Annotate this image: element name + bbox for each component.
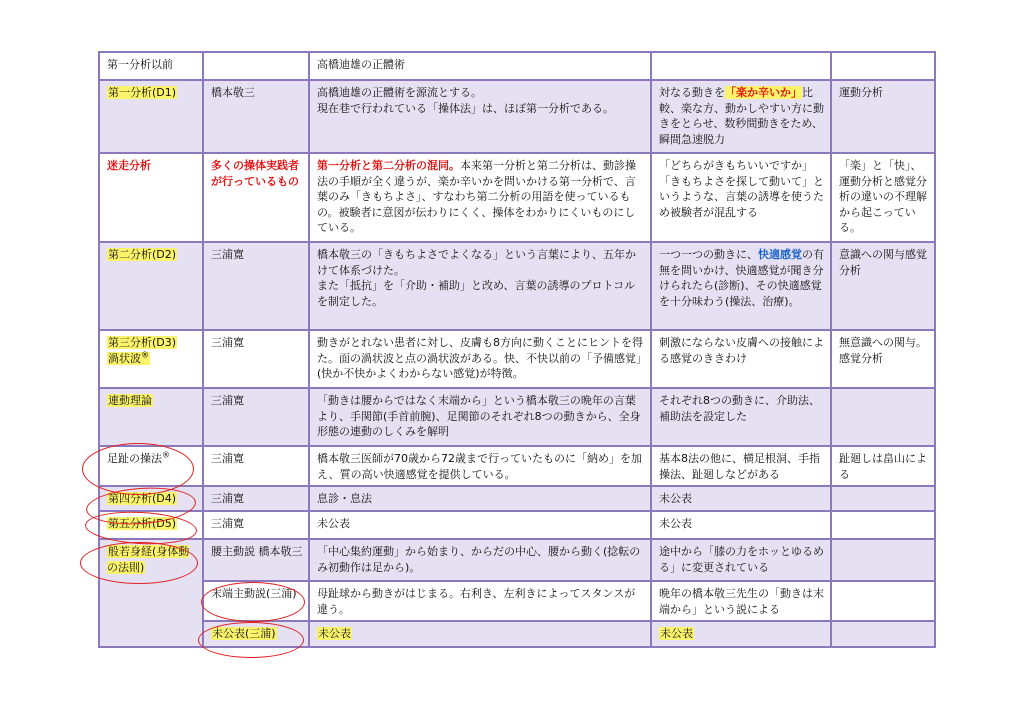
description-line: 高橋迪雄の正體術を源流とする。 [317,86,482,99]
extra-cell [831,511,935,539]
table-row-d1 [99,80,935,153]
notes-cell: 基本8法の他に、横足根洞、手指操法、趾廻しなどがある [651,446,831,486]
person-cell: 三浦寛 [203,511,309,539]
table-row-d5 [99,511,935,539]
description-cell [309,80,651,153]
registered-mark: ® [162,450,170,460]
description-cell: 動きがとれない患者に対し、皮膚も8方向に動くことにヒントを得た。面の渦状波と点の渦状波がある。快、不快以前の「予備感覚」(快か不快かよくわからない感覚)が特徴。 [309,330,651,388]
description-emphasis: 第一分析と第二分析の混同。 [317,159,460,172]
header-cell [203,52,309,80]
registered-mark: ® [141,349,149,359]
notes-cell: 「どちらがきもちいいですか」「きもちよさを探して動いて」というような、言葉の誘導を使うため被験者が混乱する [651,153,831,242]
person-cell [203,153,309,242]
description-cell: 「中心集約運動」から始まり、からだの中心、腰から動く(捻転のみ初動作は足から)。 [309,539,651,581]
analysis-table [98,51,936,648]
row-name: 第一分析(D1) [108,86,177,99]
notes-cell: 未公表 [651,486,831,511]
description-line: また「抵抗」を「介助・補助」と改め、言葉の誘導のプロトコルを制定した。 [317,279,636,308]
row-name: 足趾の操法 [107,452,162,465]
row-name-cell [99,511,203,539]
description-cell: 橋本敬三医師が70歳から72歳まで行っていたものに「納め」を加え、質の高い快適感覚を提供している。 [309,446,651,486]
person-text: 多くの操体実践者が行っているもの [211,159,299,188]
notes-text: 比較、楽な方、動かしやすい方に動きをとらせ、数秒間動きをため、瞬間急速脱力 [659,86,824,146]
notes-cell: 途中から「膝の力をホッとゆるめる」に変更されている [651,539,831,581]
notes-cell: 刺激にならない皮膚への接触による感覚のききわけ [651,330,831,388]
table-row-d2 [99,242,935,330]
row-name-sub-text: 渦状波 [108,351,141,365]
row-name: 第二分析(D2) [108,248,177,261]
header-cell [831,52,935,80]
person-cell: 三浦寛 [203,446,309,486]
description-cell [309,153,651,242]
description-cell [309,242,651,330]
description-line: 橋本敬三の「きもちよさでよくなる」という言葉により、五年かけて体系づけた。 [317,248,636,277]
table-row-d3 [99,330,935,388]
table-row-meiso [99,153,935,242]
description-cell: 母趾球から動きがはじまる。右利き、左利きによってスタンスが違う。 [309,581,651,621]
notes-text: 一つ一つの動きに、 [659,248,758,261]
person-cell: 三浦寛 [203,486,309,511]
notes-text: 未公表 [660,627,693,640]
extra-cell [831,539,935,581]
extra-cell: 意識への関与感覚分析 [831,242,935,330]
row-name: 第四分析(D4) [108,492,177,505]
notes-emphasis: 快適感覚 [758,248,802,261]
extra-cell [831,388,935,446]
row-name-cell [99,486,203,511]
table-row-hannya-3 [99,621,935,647]
description-cell [309,621,651,647]
description-text: 本来第一分析と第二分析は、動診操法の手順が全く違うが、楽か辛いかを問いかける第一分析で、言葉のみ「きもちよさ」、すなわち第二分析の用語を使っているもの。被験者に意図が伝わりにくく、操体をわかりにくいものにしている。 [317,159,636,234]
row-name-cell [99,446,203,486]
row-name: 第五分析(D5) [108,517,177,530]
notes-highlight: 「楽か辛いか」 [725,86,802,99]
notes-cell: それぞれ8つの動きに、介助法、補助法を設定した [651,388,831,446]
description-line: 現在巷で行われている「操体法」は、ほぼ第一分析である。 [317,101,614,115]
description-cell: 「動きは腰からではなく末端から」という橋本敬三の晩年の言葉より、手関節(手首前腕)、足関節のそれぞれ8つの動きから、全身形態の連動のしくみを解明 [309,388,651,446]
table-header-row [99,52,935,80]
row-name: 般若身経(身体動の法則) [107,545,190,574]
table-row-hannya-1 [99,539,935,581]
notes-cell [651,621,831,647]
row-name-cell [99,539,203,647]
row-name-sub [107,349,150,365]
table-row-d4 [99,486,935,511]
description-text: 未公表 [318,627,351,640]
notes-cell: 未公表 [651,511,831,539]
person-cell: 末端主動説(三浦) [203,581,309,621]
header-cell: 第一分析以前 [99,52,203,80]
description-cell: 未公表 [309,511,651,539]
header-cell [651,52,831,80]
header-cell: 高橋迪雄の正體術 [309,52,651,80]
person-cell: 橋本敬三 [203,80,309,153]
notes-cell: 晩年の橋本敬三先生の「動きは末端から」という説による [651,581,831,621]
extra-cell [831,621,935,647]
extra-cell [831,486,935,511]
row-name: 第三分析(D3) [108,336,177,349]
table-row-sokushi [99,446,935,486]
notes-text: 対なる動きを [659,86,725,99]
row-name: 迷走分析 [107,159,151,172]
person-cell: 三浦寛 [203,242,309,330]
extra-cell [831,581,935,621]
row-name-cell [99,153,203,242]
extra-cell: 「楽」と「快」、運動分析と感覚分析の違いの不理解から起こっている。 [831,153,935,242]
table-row-rendo [99,388,935,446]
row-name-cell [99,242,203,330]
description-cell: 息診・息法 [309,486,651,511]
person-cell [203,621,309,647]
table-row-hannya-2 [99,581,935,621]
row-name: 連動理論 [108,394,152,407]
extra-cell: 趾廻しは畠山による [831,446,935,486]
person-cell: 三浦寛 [203,388,309,446]
person-cell: 腰主動説 橋本敬三 [203,539,309,581]
extra-cell: 運動分析 [831,80,935,153]
extra-cell: 無意識への関与。感覚分析 [831,330,935,388]
person-text: 未公表(三浦) [212,627,276,640]
notes-cell [651,242,831,330]
notes-text: の有無を問いかけ、快適感覚が聞き分けられたら(診断)、その快適感覚を十分味わう(操法、治療)。 [659,248,824,308]
row-name-cell [99,388,203,446]
notes-cell [651,80,831,153]
row-name-cell [99,330,203,388]
person-cell: 三浦寛 [203,330,309,388]
row-name-cell [99,80,203,153]
